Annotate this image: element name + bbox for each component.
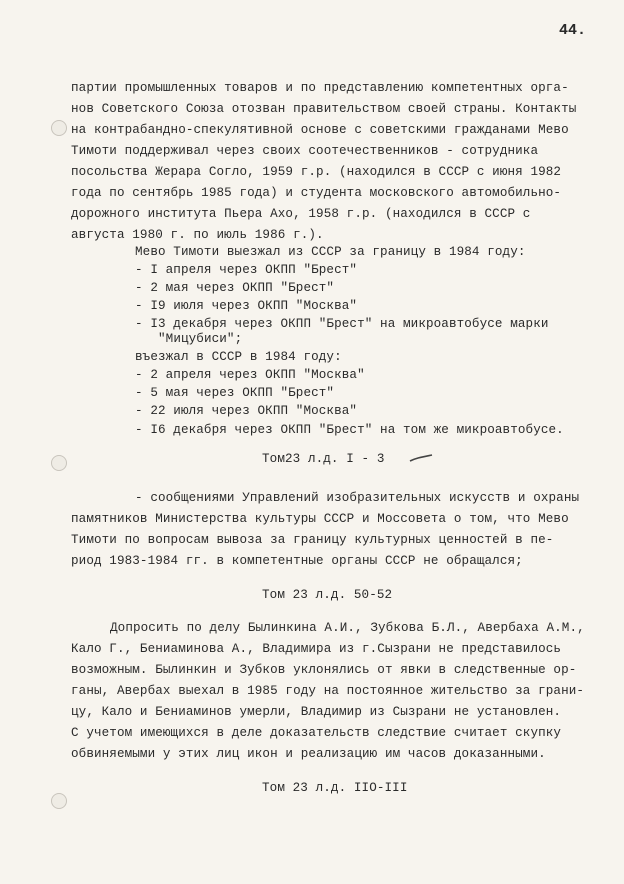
text-line: риод 1983-1984 гг. в компетентные органы СССР не обращался;	[71, 554, 523, 568]
text-line: года по сентябрь 1985 года) и студента московского автомобильно-	[71, 186, 562, 200]
text-line: Тимоти поддерживал через своих соотечественников - сотрудника	[71, 144, 539, 158]
volume-reference: Том23 л.д. I - 3	[262, 452, 385, 466]
text-line: Тимоти по вопросам вывоза за границу культурных ценностей в пе-	[71, 533, 554, 547]
text-line: Мево Тимоти выезжал из СССР за границу в 1984 году:	[135, 245, 526, 259]
punch-hole	[51, 120, 67, 136]
list-item: - I9 июля через ОКПП "Москва"	[135, 299, 358, 313]
text-line: партии промышленных товаров и по представлению компетентных орга-	[71, 81, 569, 95]
text-line: обвиняемыми у этих лиц икон и реализацию им часов доказанными.	[71, 747, 546, 761]
punch-hole	[51, 793, 67, 809]
list-item: - 22 июля через ОКПП "Москва"	[135, 404, 358, 418]
text-line: посольства Жерара Согло, 1959 г.р. (находился в СССР с июня 1982	[71, 165, 562, 179]
page-number: 44.	[559, 22, 587, 39]
list-item: - 2 мая через ОКПП "Брест"	[135, 281, 335, 295]
text-line: С учетом имеющихся в деле доказательств следствие считает скупку	[71, 726, 562, 740]
list-item: - I6 декабря через ОКПП "Брест" на том же микроавтобусе.	[135, 423, 564, 437]
list-item: - I3 декабря через ОКПП "Брест" на микроавтобусе марки	[135, 317, 549, 331]
text-line: цу, Кало и Бениаминов умерли, Владимир из Сызрани не установлен.	[71, 705, 562, 719]
text-line: памятников Министерства культуры СССР и Моссовета о том, что Мево	[71, 512, 569, 526]
list-item: - 5 мая через ОКПП "Брест"	[135, 386, 335, 400]
text-line: на контрабандно-спекулятивной основе с советскими гражданами Мево	[71, 123, 569, 137]
text-line: ганы, Авербах выехал в 1985 году на постоянное жительство за грани-	[71, 684, 585, 698]
punch-hole	[51, 455, 67, 471]
volume-reference: Том 23 л.д. 50-52	[262, 588, 393, 602]
list-item-continuation: "Мицубиси";	[158, 332, 243, 346]
text-line: дорожного института Пьера Ахо, 1958 г.р. (находился в СССР с	[71, 207, 531, 221]
text-line: августа 1980 г. по июль 1986 г.).	[71, 228, 324, 242]
list-item: - 2 апреля через ОКПП "Москва"	[135, 368, 365, 382]
volume-reference: Том 23 л.д. IIO-III	[262, 781, 408, 795]
pen-mark	[408, 452, 434, 464]
list-item: - I апреля через ОКПП "Брест"	[135, 263, 358, 277]
text-line: возможным. Былинкин и Зубков уклонялись от явки в следственные ор-	[71, 663, 577, 677]
text-line: Допросить по делу Былинкина А.И., Зубкова Б.Л., Авербаха А.М.,	[110, 621, 585, 635]
text-line: - сообщениями Управлений изобразительных искусств и охраны	[135, 491, 580, 505]
text-line: въезжал в СССР в 1984 году:	[135, 350, 342, 364]
text-line: нов Советского Союза отозван правительством своей страны. Контакты	[71, 102, 577, 116]
text-line: Кало Г., Бениаминова А., Владимира из г.Сызрани не представилось	[71, 642, 562, 656]
